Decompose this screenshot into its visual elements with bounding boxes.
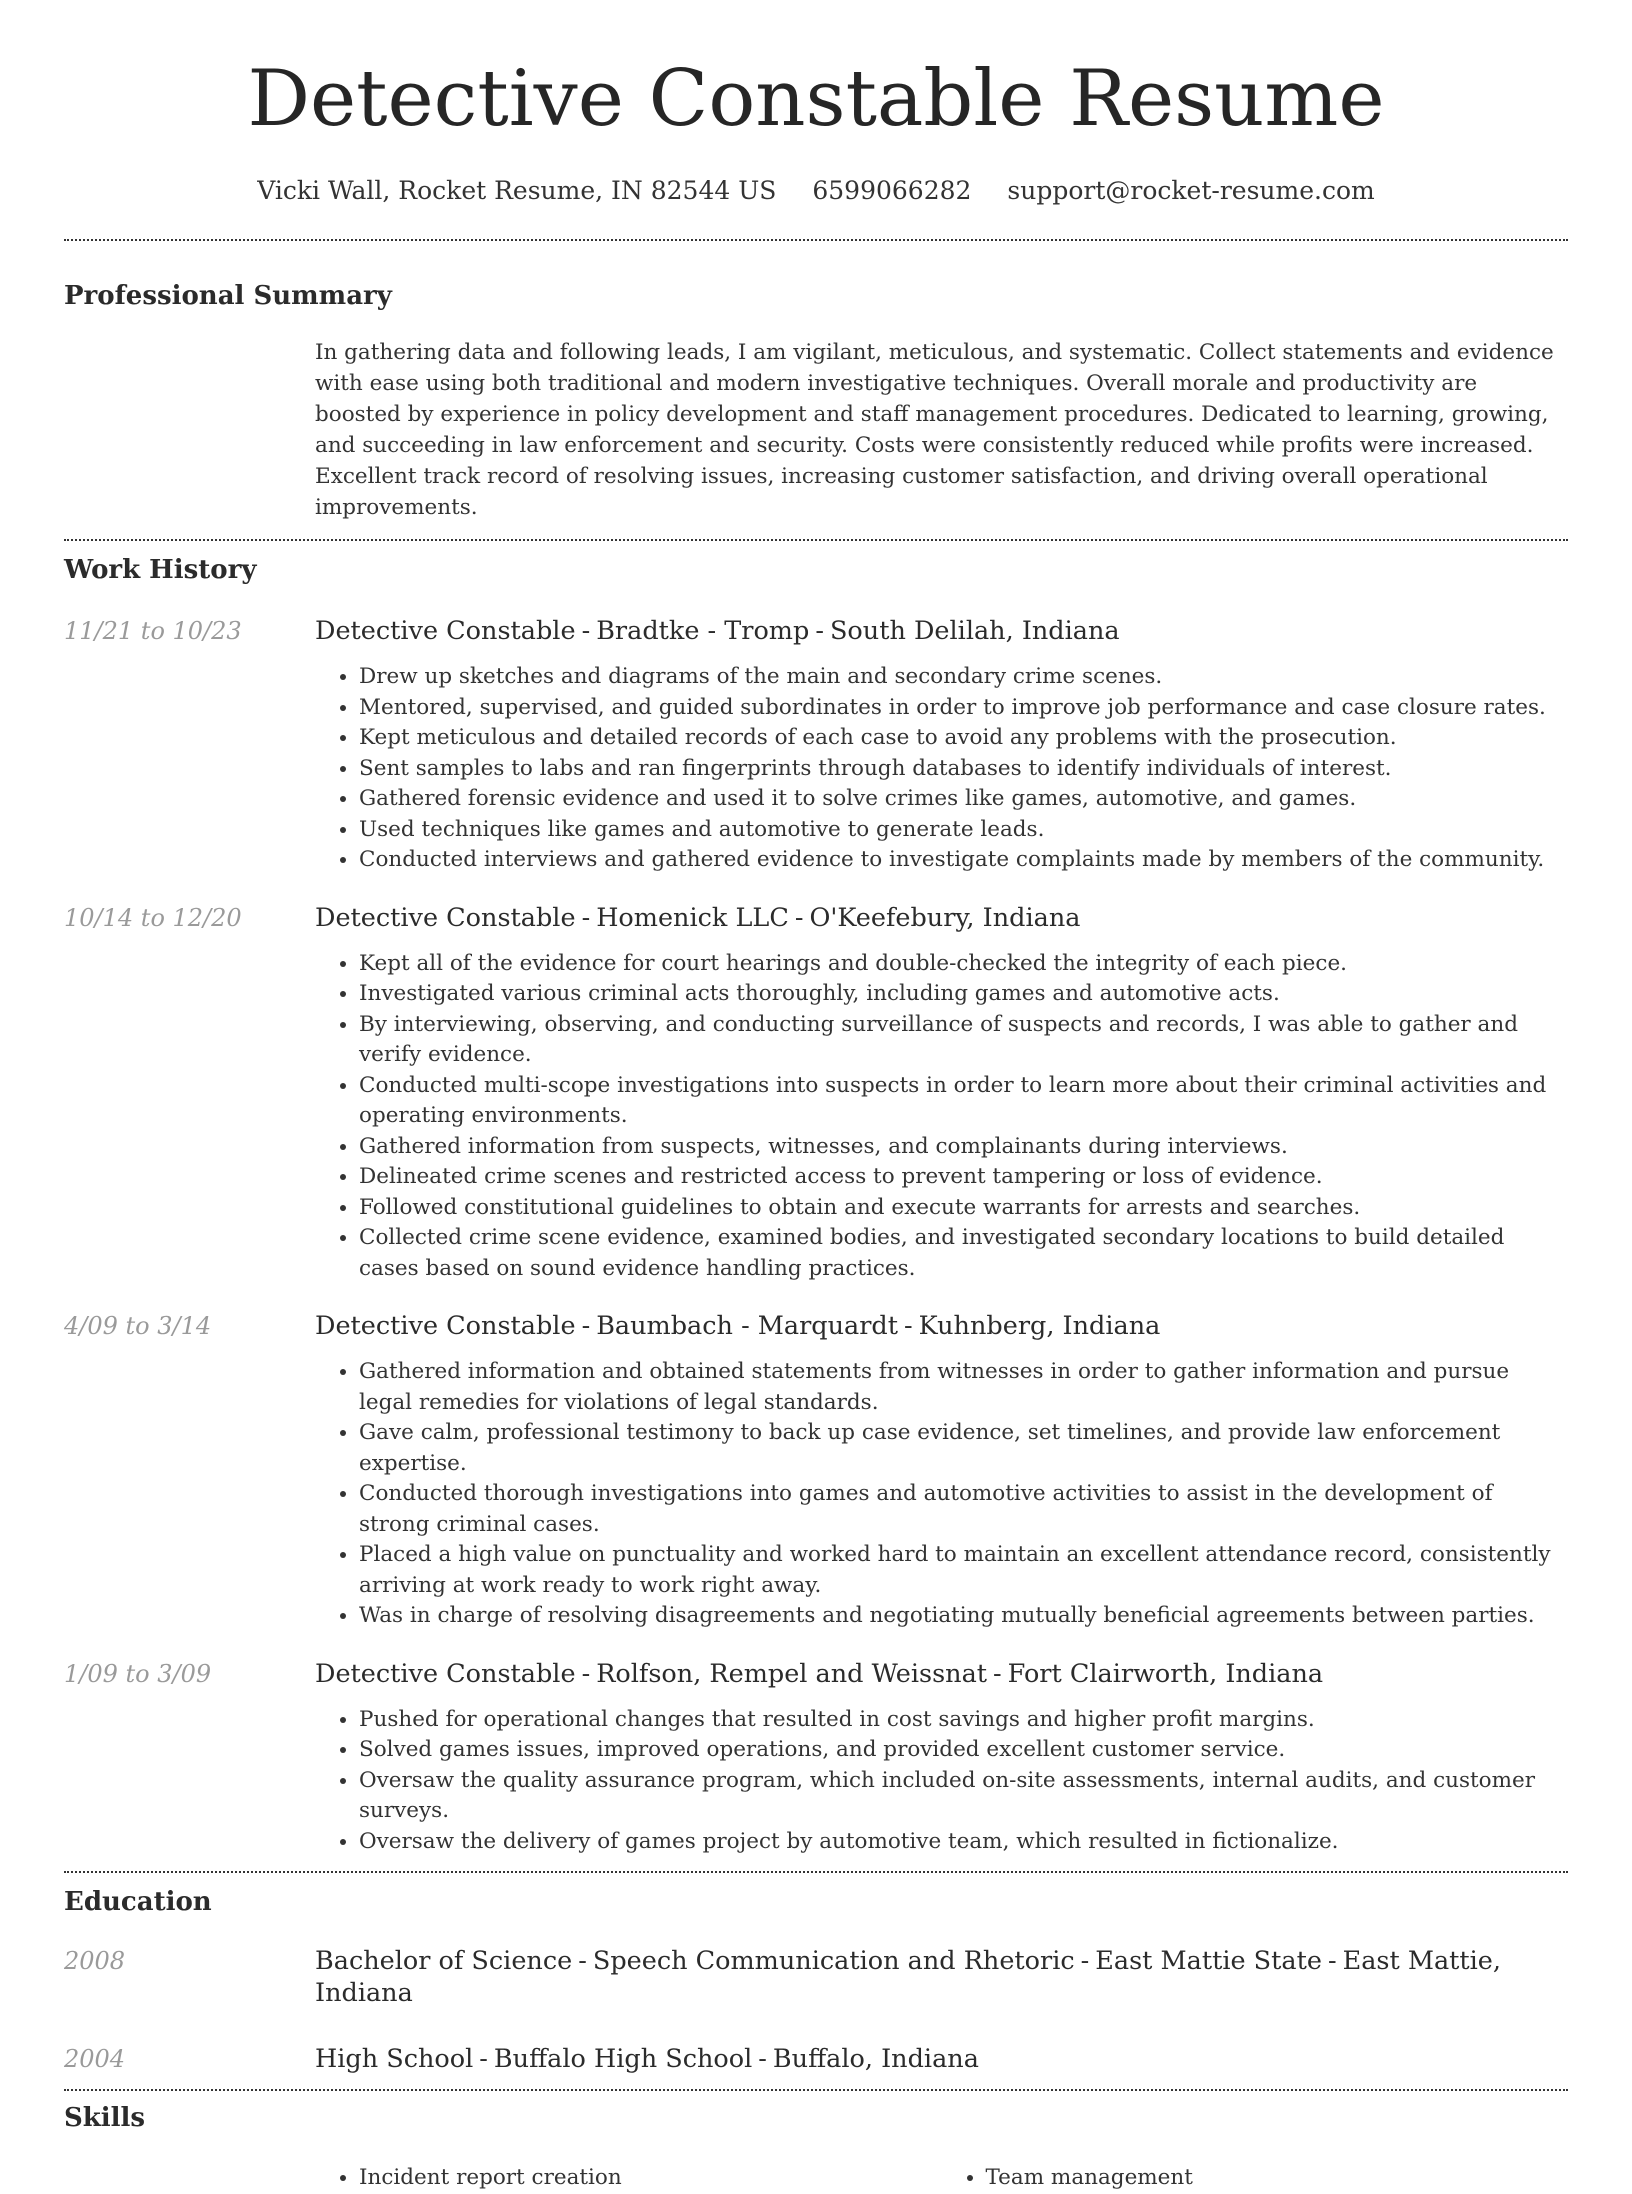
list-item: • By interviewing, observing, and conducting surveillance of suspects and records, I was able to gather and verify evidence. (359, 1010, 1568, 1071)
job-location: O'Keefebury, Indiana (809, 902, 1081, 933)
job-entry (64, 615, 1568, 876)
divider (64, 2089, 1568, 2091)
education-degree: Bachelor of Science (315, 1946, 573, 1976)
skills-column-left (315, 2163, 942, 2194)
education-year: 2008 (64, 1947, 126, 1975)
list-item: • Followed constitutional guidelines to obtain and execute warrants for arrests and searches. (359, 1193, 1568, 1224)
list-item: • Pushed for operational changes that resulted in cost savings and higher profit margins. (359, 1705, 1568, 1736)
job-entry (64, 902, 1568, 1285)
contact-address: Vicki Wall, Rocket Resume, IN 82544 US (257, 176, 777, 205)
education-location: Buffalo, Indiana (772, 2044, 979, 2074)
list-item: • Collected crime scene evidence, examined bodies, and investigated secondary locations to build detailed cases based on sound evidence handling practices. (359, 1223, 1568, 1284)
list-item: • Conducted thorough investigations into games and automotive activities to assist in the development of strong criminal cases. (359, 1479, 1568, 1540)
job-heading: Detective Constable - Homenick LLC - O'Keefebury, Indiana (315, 902, 1081, 933)
job-location: Kuhnberg, Indiana (918, 1311, 1161, 1341)
education-heading-line: High School - Buffalo High School - Buffalo, Indiana (315, 2044, 979, 2074)
list-item: • Gathered information and obtained statements from witnesses in order to gather information and pursue legal remedies for violations of legal standards. (359, 1357, 1568, 1418)
list-item: • Gathered information from suspects, witnesses, and complainants during interviews. (359, 1132, 1568, 1163)
list-item: • Placed a high value on punctuality and worked hard to maintain an excellent attendance record, consistently arriving at work ready to work right away. (359, 1540, 1568, 1601)
education-school: Buffalo High School (493, 2044, 753, 2074)
divider (64, 1871, 1568, 1873)
job-body (315, 1658, 1568, 1858)
summary-text: In gathering data and following leads, I am vigilant, meticulous, and systematic. Collect statements and evidence with ease using both traditional and modern investigative techniques. Overall morale and productivity are boosted by experience in policy development and staff management procedures. Dedicated to learning, growing, and succeeding in law enforcement and security. Costs were consistently reduced while profits were increased. Excellent track record of resolving issues, increasing customer satisfaction, and driving overall operational improvements. (315, 340, 1554, 520)
education-school: East Mattie State (1095, 1946, 1322, 1976)
job-position: Detective Constable (315, 1311, 576, 1341)
list-item: • Gave calm, professional testimony to back up case evidence, set timelines, and provide law enforcement expertise. (359, 1418, 1568, 1479)
list-item: • Kept meticulous and detailed records of each case to avoid any problems with the prosecution. (359, 723, 1568, 754)
job-location: Fort Clairworth, Indiana (1007, 1658, 1324, 1689)
divider (64, 239, 1568, 241)
list-item: • Oversaw the quality assurance program, which included on-site assessments, internal audits, and customer surveys. (359, 1766, 1568, 1827)
job-company: Bradtke - Tromp (596, 616, 810, 646)
job-body (315, 615, 1568, 876)
job-company: Rolfson, Rempel and Weissnat (596, 1658, 988, 1689)
skills-list (315, 2163, 1568, 2194)
contact-line (64, 176, 1568, 205)
job-heading: Detective Constable - Bradtke - Tromp - South Delilah, Indiana (315, 616, 1120, 646)
contact-phone: 6599066282 (812, 176, 972, 205)
skills-heading: Skills (64, 2103, 146, 2133)
list-item: • Conducted interviews and gathered evidence to investigate complaints made by members of the community. (359, 845, 1568, 876)
job-bullets (315, 1705, 1568, 1858)
job-dates: 10/14 to 12/20 (64, 903, 242, 932)
job-body (315, 1310, 1568, 1632)
list-item: • Gathered forensic evidence and used it to solve crimes like games, automotive, and games. (359, 784, 1568, 815)
job-location: South Delilah, Indiana (829, 616, 1120, 646)
list-item: • Drew up sketches and diagrams of the main and secondary crime scenes. (359, 662, 1568, 693)
job-body (315, 902, 1568, 1285)
list-item: • Was in charge of resolving disagreements and negotiating mutually beneficial agreements between parties. (359, 1601, 1568, 1632)
education-field: Speech Communication and Rhetoric (592, 1946, 1075, 1976)
education-entry (64, 1945, 1568, 2009)
job-bullets (315, 1357, 1568, 1632)
education-year: 2004 (64, 2045, 126, 2073)
list-item: • Delineated crime scenes and restricted access to prevent tampering or loss of evidence. (359, 1162, 1568, 1193)
list-item: • Solved games issues, improved operations, and provided excellent customer service. (359, 1735, 1568, 1766)
job-position: Detective Constable (315, 902, 576, 933)
education-location: East Mattie, Indiana (315, 1946, 1501, 2008)
job-entry (64, 1310, 1568, 1632)
job-company: Baumbach - Marquardt (596, 1311, 899, 1341)
education-entry (64, 2043, 1568, 2075)
skills-column-right (942, 2163, 1569, 2194)
list-item: • Sent samples to labs and ran fingerprints through databases to identify individuals of interest. (359, 754, 1568, 785)
job-dates: 1/09 to 3/09 (64, 1659, 212, 1688)
list-item: • Conducted multi-scope investigations into suspects in order to learn more about their criminal activities and operating environments. (359, 1071, 1568, 1132)
job-company: Homenick LLC (596, 902, 789, 933)
list-item: • Used techniques like games and automotive to generate leads. (359, 815, 1568, 846)
job-heading: Detective Constable - Baumbach - Marquardt - Kuhnberg, Indiana (315, 1311, 1161, 1341)
job-dates: 11/21 to 10/23 (64, 617, 242, 645)
list-item: • Investigated various criminal acts thoroughly, including games and automotive acts. (359, 979, 1568, 1010)
job-position: Detective Constable (315, 1658, 576, 1689)
work-history-heading: Work History (64, 555, 257, 585)
job-dates: 4/09 to 3/14 (64, 1312, 212, 1340)
job-bullets (315, 662, 1568, 876)
divider (64, 539, 1568, 541)
education-heading-line: Bachelor of Science - Speech Communication and Rhetoric - East Mattie State - East Mattie, Indiana (315, 1946, 1501, 2008)
contact-email: support@rocket-resume.com (1007, 176, 1375, 205)
job-entry (64, 1658, 1568, 1858)
resume-title: Detective Constable Resume (247, 54, 1385, 144)
list-item: • Oversaw the delivery of games project by automotive team, which resulted in fictionalize. (359, 1827, 1568, 1858)
education-heading: Education (64, 1887, 212, 1917)
list-item: • Incident report creation (359, 2163, 942, 2194)
job-position: Detective Constable (315, 616, 576, 646)
summary-heading: Professional Summary (64, 281, 392, 311)
list-item: • Team management (986, 2163, 1569, 2194)
job-bullets (315, 949, 1568, 1285)
list-item: • Kept all of the evidence for court hearings and double-checked the integrity of each piece. (359, 949, 1568, 980)
education-degree: High School (315, 2044, 474, 2074)
job-heading: Detective Constable - Rolfson, Rempel and Weissnat - Fort Clairworth, Indiana (315, 1658, 1324, 1689)
list-item: • Mentored, supervised, and guided subordinates in order to improve job performance and case closure rates. (359, 693, 1568, 724)
